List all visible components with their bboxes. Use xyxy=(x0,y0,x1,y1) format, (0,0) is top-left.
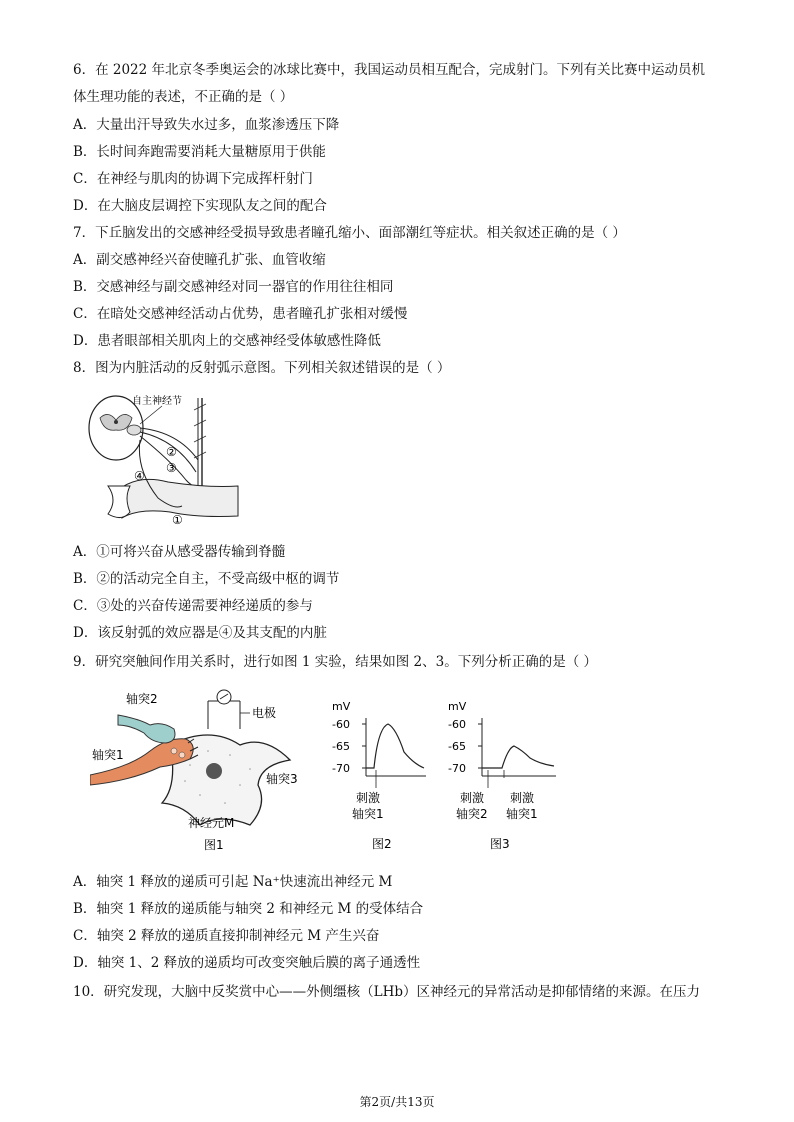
fig3-stimB-2: 轴突1 xyxy=(506,807,538,821)
q6-stem-line1: 6．在 2022 年北京冬季奥运会的冰球比赛中，我国运动员相互配合，完成射门。下列有关比赛中运动员机 xyxy=(73,62,706,78)
fig2-caption: 图2 xyxy=(372,837,392,851)
fig3-caption: 图3 xyxy=(490,837,510,851)
fig2-stim-1: 刺激 xyxy=(356,791,381,805)
q8-option-d: D．该反射弧的效应器是④及其支配的内脏 xyxy=(73,625,327,641)
q8-option-b: B．②的活动完全自主，不受高级中枢的调节 xyxy=(73,571,340,587)
q6-option-d: D．在大脑皮层调控下实现队友之间的配合 xyxy=(73,198,327,214)
fig3-stimA-2: 轴突2 xyxy=(456,807,488,821)
q6-option-a: A．大量出汗导致失水过多，血浆渗透压下降 xyxy=(73,117,340,133)
fig3-stimB-1: 刺激 xyxy=(510,791,535,805)
label-electrode: 电极 xyxy=(252,706,277,720)
page-footer: 第2页/共13页 xyxy=(359,1095,435,1109)
q7-option-d: D．患者眼部相关肌肉上的交感神经受体敏感性降低 xyxy=(73,333,381,349)
q8-option-a: A．①可将兴奋从感受器传输到脊髓 xyxy=(73,544,286,560)
mark-1: ① xyxy=(172,513,183,527)
fig2-stim-2: 轴突1 xyxy=(352,807,384,821)
q7-option-c: C．在暗处交感神经活动占优势，患者瞳孔扩张相对缓慢 xyxy=(73,306,408,322)
q8-option-c: C．③处的兴奋传递需要神经递质的参与 xyxy=(73,598,313,614)
fig3-stimA-1: 刺激 xyxy=(460,791,485,805)
reflex-arc-figure xyxy=(78,390,248,535)
fig1-caption: 图1 xyxy=(204,838,224,852)
ganglion-label: 自主神经节 xyxy=(132,396,182,407)
q8-stem: 8．图为内脏活动的反射弧示意图。下列相关叙述错误的是（ ） xyxy=(73,360,451,376)
mark-4: ④ xyxy=(134,469,145,483)
mark-3: ③ xyxy=(166,461,177,475)
label-neuron-m: 神经元M xyxy=(188,816,235,830)
fig2-tick-70: -70 xyxy=(332,762,350,775)
label-axon2: 轴突2 xyxy=(126,692,158,706)
q7-option-b: B．交感神经与副交感神经对同一器官的作用往往相同 xyxy=(73,279,394,295)
q9-option-b: B．轴突 1 释放的递质能与轴突 2 和神经元 M 的受体结合 xyxy=(73,901,424,917)
q9-stem: 9．研究突触间作用关系时，进行如图 1 实验，结果如图 2、3。下列分析正确的是（ ） xyxy=(73,654,598,670)
fig3-unit: mV xyxy=(448,700,467,713)
mark-2: ② xyxy=(166,445,177,459)
q9-option-a: A．轴突 1 释放的递质可引起 Na⁺快速流出神经元 M xyxy=(73,874,393,890)
q6-option-b: B．长时间奔跑需要消耗大量糖原用于供能 xyxy=(73,144,326,160)
q7-stem: 7．下丘脑发出的交感神经受损导致患者瞳孔缩小、面部潮红等症状。相关叙述正确的是（ ） xyxy=(73,225,626,241)
fig2-tick-60: -60 xyxy=(332,718,350,731)
q7-option-a: A．副交感神经兴奋使瞳孔扩张、血管收缩 xyxy=(73,252,326,268)
q9-option-d: D．轴突 1、2 释放的递质均可改变突触后膜的离子通透性 xyxy=(73,955,421,971)
fig3-tick-70: -70 xyxy=(448,762,466,775)
q9-option-c: C．轴突 2 释放的递质直接抑制神经元 M 产生兴奋 xyxy=(73,928,380,944)
potential-chart-fig2 xyxy=(330,698,430,858)
q10-stem: 10．研究发现，大脑中反奖赏中心——外侧缰核（LHb）区神经元的异常活动是抑郁情绪的来源。在压力 xyxy=(73,984,701,1000)
label-axon3: 轴突3 xyxy=(266,772,298,786)
q6-stem-line2: 体生理功能的表述，不正确的是（ ） xyxy=(73,89,294,105)
q6-option-c: C．在神经与肌肉的协调下完成挥杆射门 xyxy=(73,171,313,187)
potential-chart-fig3 xyxy=(446,698,566,858)
fig3-tick-60: -60 xyxy=(448,718,466,731)
synapse-figure-1 xyxy=(90,685,310,855)
fig2-unit: mV xyxy=(332,700,351,713)
fig2-tick-65: -65 xyxy=(332,740,350,753)
label-axon1: 轴突1 xyxy=(92,748,124,762)
fig3-tick-65: -65 xyxy=(448,740,466,753)
